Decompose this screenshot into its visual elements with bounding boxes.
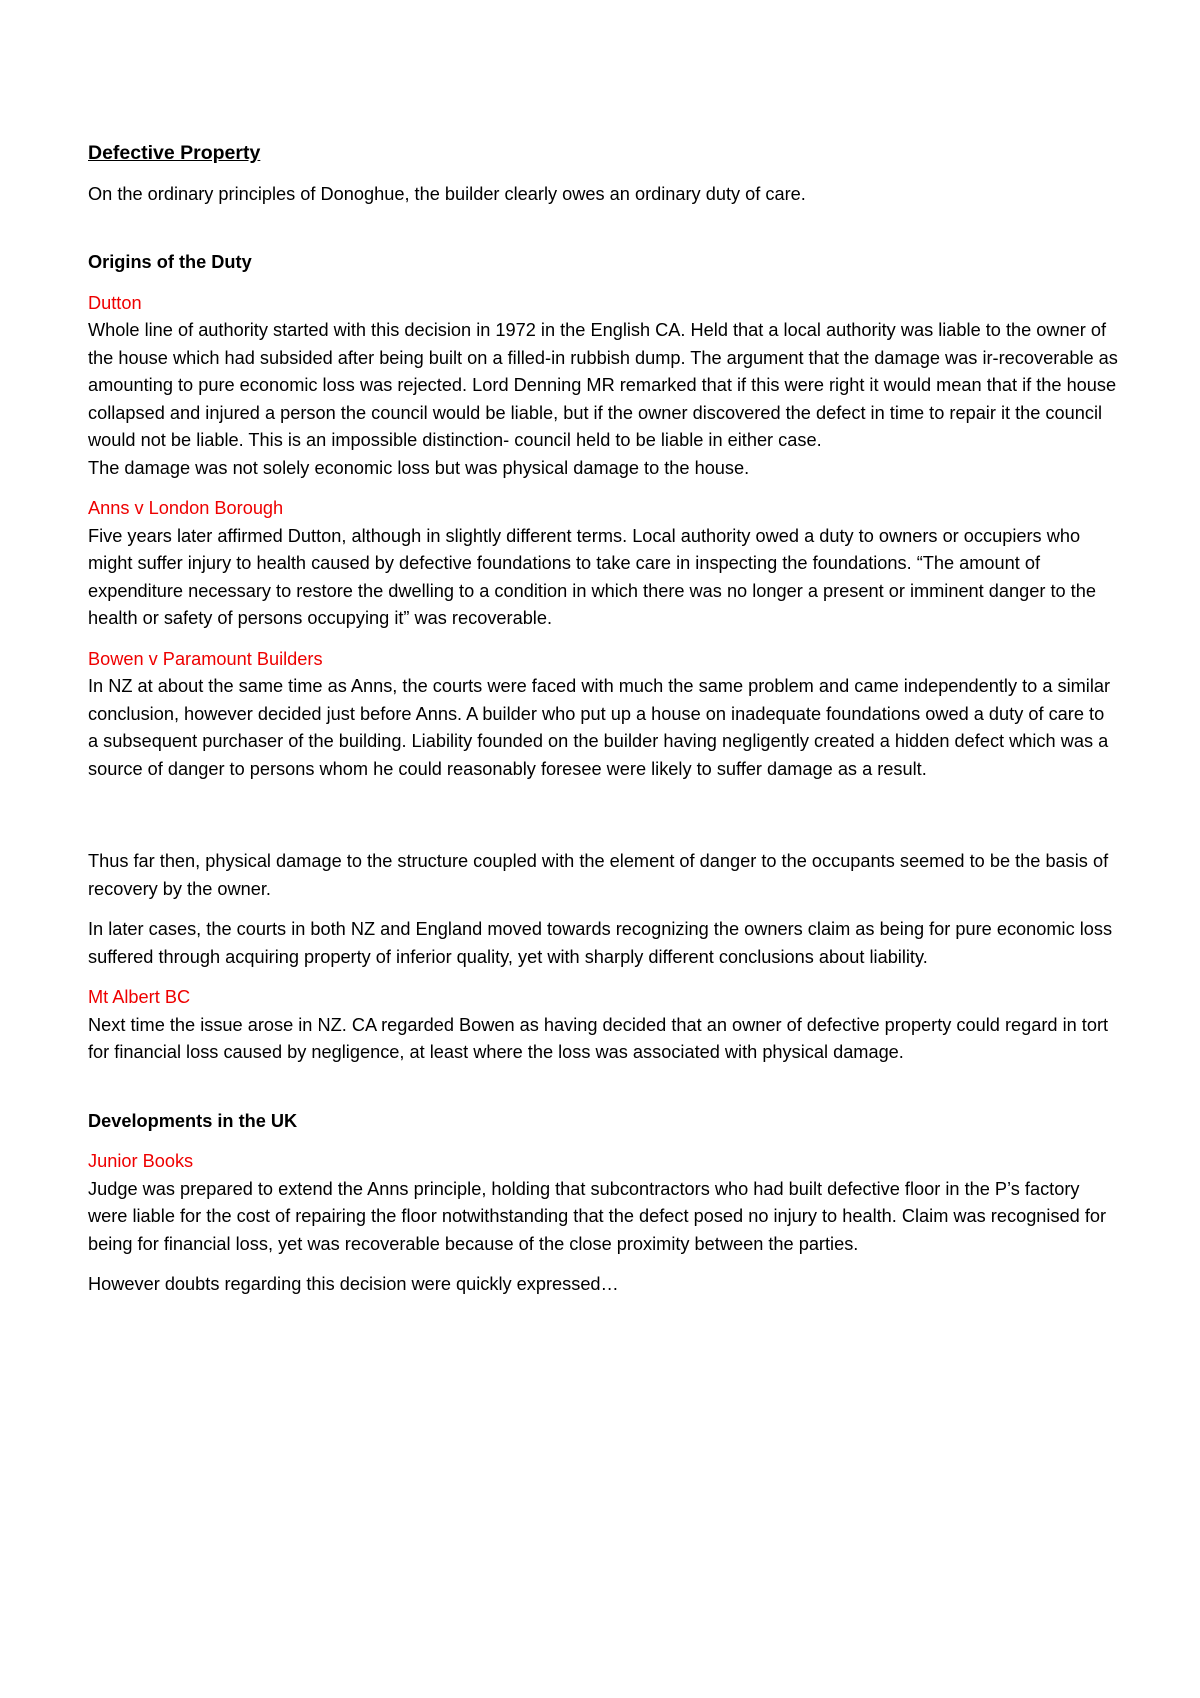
case-text-bowen: In NZ at about the same time as Anns, the courts were faced with much the same problem and came independently to a similar conclusion, however decided just before Anns. A builder who put up a house on inadequate foundations owed a duty of care to a subsequent purchaser of the building. Liability founded on the builder having negligently created a hidden defect which was a source of danger to persons whom he could reasonably foresee were likely to suffer damage as a result. bbox=[88, 676, 1111, 779]
spacer bbox=[88, 796, 1118, 848]
case-name-anns: Anns v London Borough bbox=[88, 498, 284, 518]
case-text-mt-albert: Next time the issue arose in NZ. CA regarded Bowen as having decided that an owner of defective property could regard in tort for financial loss caused by negligence, at least where the loss was associated with physical damage. bbox=[88, 1014, 1109, 1062]
summary-paragraph-1: Thus far then, physical damage to the structure coupled with the element of danger to the occupants seemed to be the basis of recovery by the owner. bbox=[88, 851, 1109, 899]
intro-paragraph: On the ordinary principles of Donoghue, the builder clearly owes an ordinary duty of care. bbox=[88, 183, 806, 204]
case-name-junior-books: Junior Books bbox=[88, 1151, 194, 1171]
section-heading-uk: Developments in the UK bbox=[88, 1110, 298, 1131]
spacer bbox=[88, 1080, 1118, 1108]
case-text-anns: Five years later affirmed Dutton, although in slightly different terms. Local authority owed a duty to owners or occupiers who might suffer injury to health caused by defective foundations to take care in inspecting the foundations. “The amount of expenditure necessary to restore the dwelling to a condition in which there was no longer a present or imminent danger to the health or safety of persons occupying it” was recoverable. bbox=[88, 525, 1096, 628]
closing-paragraph: However doubts regarding this decision were quickly expressed… bbox=[88, 1274, 619, 1294]
summary-paragraph-2: In later cases, the courts in both NZ and England moved towards recognizing the owners claim as being for pure economic loss suffered through acquiring property of inferior quality, yet with sharply different conclusions about liability. bbox=[88, 919, 1113, 967]
case-text-dutton-2: The damage was not solely economic loss but was physical damage to the house. bbox=[88, 457, 750, 478]
case-text-junior-books: Judge was prepared to extend the Anns principle, holding that subcontractors who had built defective floor in the P’s factory were liable for the cost of repairing the floor notwithstanding that the defect posed no injury to health. Claim was recognised for being for financial loss, yet was recoverable because of the close proximity between the parties. bbox=[88, 1178, 1107, 1254]
section-heading-origins: Origins of the Duty bbox=[88, 252, 252, 272]
case-name-mt-albert: Mt Albert BC bbox=[88, 987, 191, 1007]
spacer bbox=[88, 221, 1118, 249]
document-page bbox=[88, 140, 1118, 1312]
document-title: Defective Property bbox=[88, 142, 261, 164]
case-name-bowen: Bowen v Paramount Builders bbox=[88, 648, 323, 669]
case-text-dutton: Whole line of authority started with this decision in 1972 in the English CA. Held that a local authority was liable to the owner of the house which had subsided after being built on a filled-in rubbish dump. The argument that the damage was ir-recoverable as amounting to pure economic loss was rejected. Lord Denning MR remarked that if this were right it would mean that if the house collapsed and injured a person the council would be liable, but if the owner discovered the defect in time to repair it the council would not be liable. This is an impossible distinction- council held to be liable in either case. bbox=[88, 320, 1118, 450]
case-name-dutton: Dutton bbox=[88, 292, 142, 313]
